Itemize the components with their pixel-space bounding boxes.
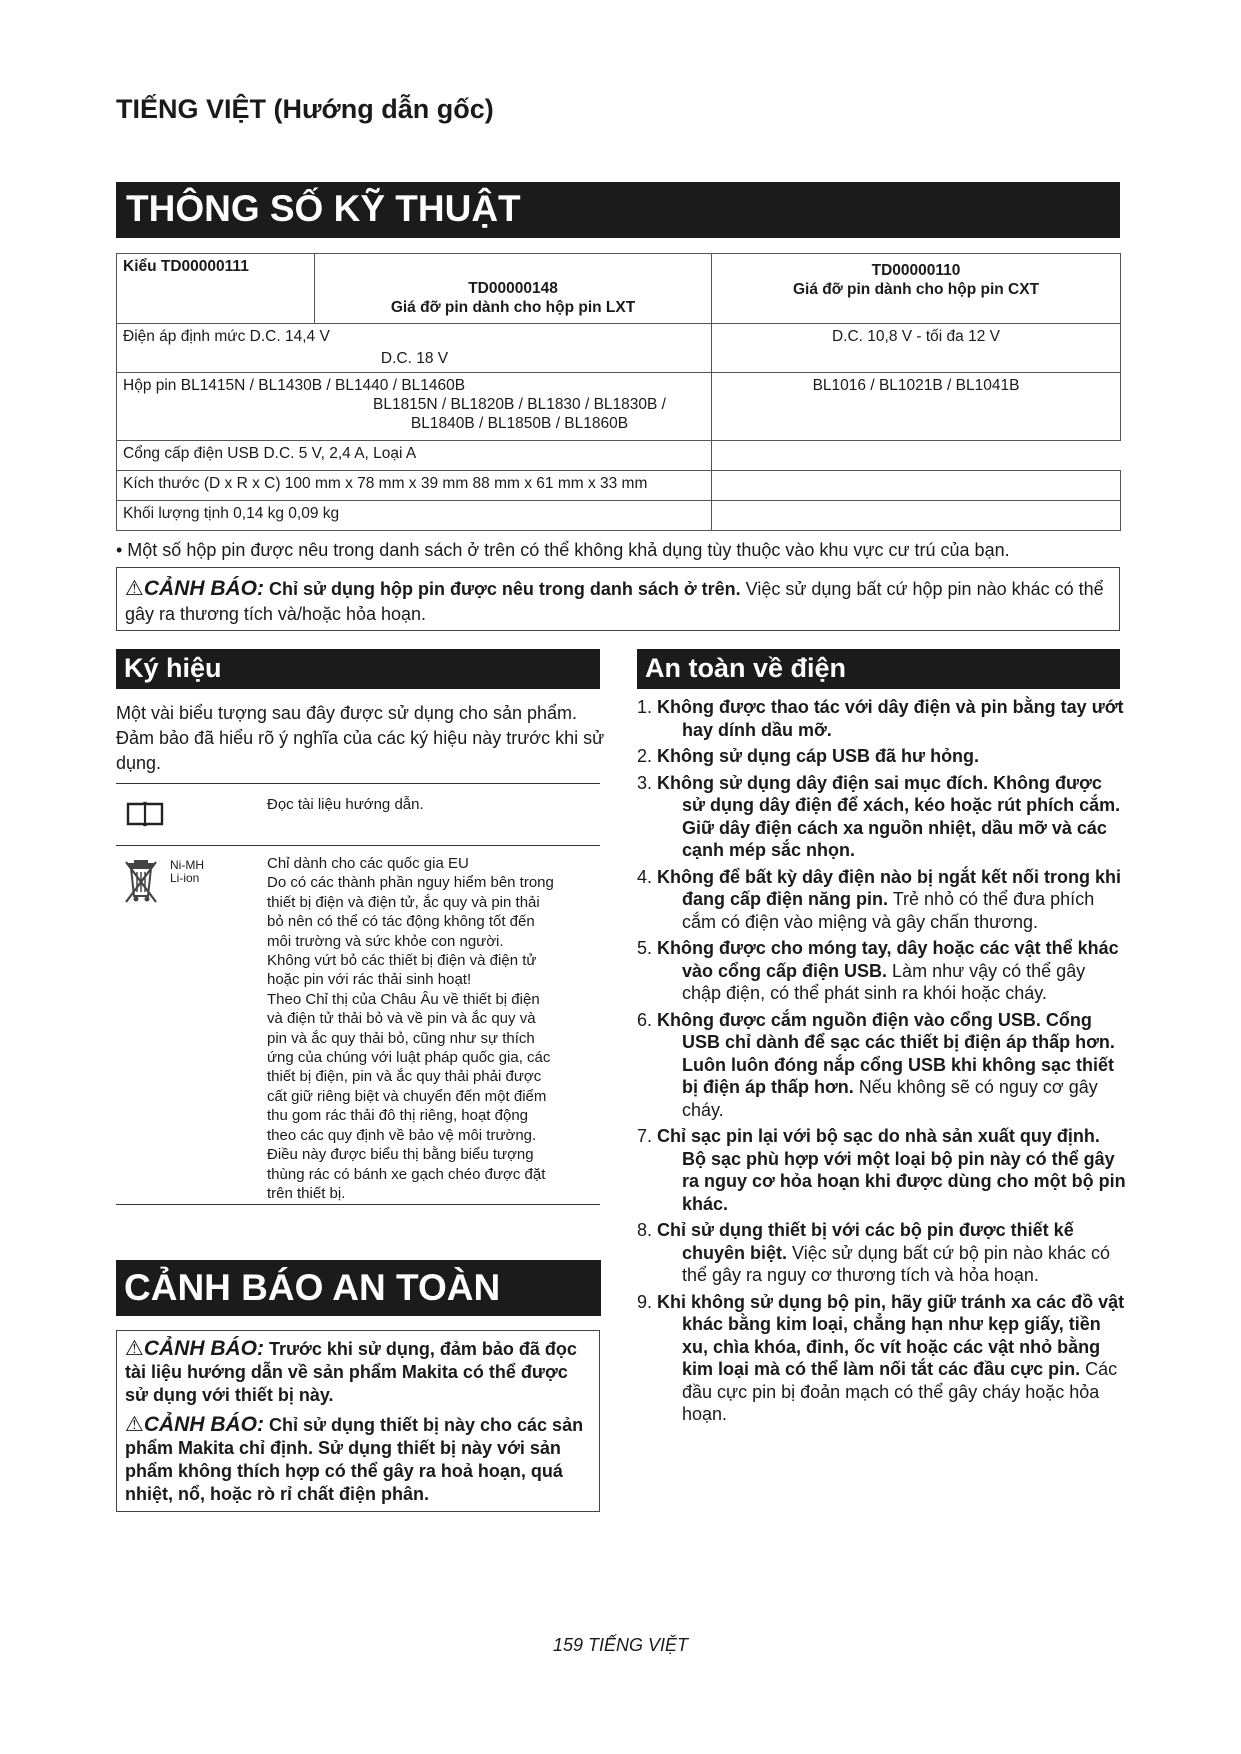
list-item: 5. Không được cho móng tay, dây hoặc các vật thể khác vào cổng cấp điện USB. Làm như vậy có thể gây chập điện, có thể phát sinh ra khói hoặc cháy.	[637, 938, 1119, 1003]
divider	[116, 1204, 600, 1205]
spec-empty-cell	[712, 441, 1121, 471]
list-item: 1. Không được thao tác với dây điện và pin bằng tay ướt hay dính dầu mỡ.	[637, 697, 1124, 740]
spec-cell-lxt: BL1815N / BL1820B / BL1830 / BL1830B / BL1840B / BL1850B / BL1860B	[372, 396, 666, 432]
spec-row-weight: Khối lượng tịnh 0,14 kg 0,09 kg	[117, 501, 712, 531]
electrical-safety-list	[637, 696, 1127, 1430]
language-title: TIẾNG VIỆT (Hướng dẫn gốc)	[116, 94, 494, 124]
list-item: 9. Khi không sử dụng bộ pin, hãy giữ tránh xa các đồ vật khác bằng kim loại, chẳng hạn như kẹp giấy, tiền xu, chìa khóa, đinh, ốc vít hoặc các vật nhỏ bằng kim loại mà có thể làm nối tắt các đầu cực pin. Các đầu cực pin bị đoản mạch có thể gây cháy hoặc hỏa hoạn.	[637, 1291, 1125, 1424]
electrical-section-title: An toàn về điện	[637, 649, 1120, 689]
battery-warning-box	[116, 567, 1120, 631]
spec-row-dimensions: Kích thước (D x R x C) 100 mm x 78 mm x 39 mm 88 mm x 61 mm x 33 mm	[117, 471, 712, 501]
spec-row-label: Điện áp định mức D.C. 14,4 V	[123, 328, 330, 345]
spec-col-cxt: TD00000110 Giá đỡ pin dành cho hộp pin CXT	[712, 254, 1121, 324]
warning-label: ⚠CẢNH BÁO:	[125, 577, 264, 600]
spec-row-usb: Cổng cấp điện USB D.C. 5 V, 2,4 A, Loại A	[117, 441, 712, 471]
spec-cell-cxt: BL1016 / BL1021B / BL1041B	[712, 373, 1121, 441]
safety-warning-2: ⚠CẢNH BÁO: Chỉ sử dụng thiết bị này cho các sản phẩm Makita chỉ định. Sử dụng thiết bị này với sản phẩm không thích hợp có thể gây ra hoả hoạn, quá nhiệt, nổ, hoặc rò rỉ chất điện phân.	[125, 1413, 584, 1504]
warning-triangle-icon: ⚠	[125, 1413, 144, 1436]
eu-disposal-text: Chỉ dành cho các quốc gia EU Do có các thành phần nguy hiểm bên trong thiết bị điện và điện tử, ắc quy và pin thải bỏ nên có thể có tác động không tốt đến môi trường và sức khỏe con người. Không vứt bỏ các thiết bị điện và điện tử hoặc pin với rác thải sinh hoạt! Theo Chỉ thị của Châu Âu về thiết bị điện và điện tử thải bỏ và về pin và ắc quy và pin và ắc quy thải bỏ, cũng như sự thích ứng của chúng với luật pháp quốc gia, các thiết bị điện, pin và ắc quy thải phải được cất giữ riêng biệt và chuyển đến một điểm thu gom rác thải đô thị riêng, hoạt động theo các quy định về bảo vệ môi trường. Điều này được biểu thị bằng biểu tượng thùng rác có bánh xe gạch chéo được đặt trên thiết bị.	[267, 855, 554, 1202]
safety-warning-box	[116, 1330, 600, 1512]
spec-section-title: THÔNG SỐ KỸ THUẬT	[116, 182, 1120, 238]
warning-triangle-icon: ⚠	[125, 1337, 144, 1360]
spec-row-voltage	[117, 324, 712, 373]
list-item: 3. Không sử dụng dây điện sai mục đích. Không được sử dụng dây điện để xách, kéo hoặc rút phích cắm. Giữ dây điện cách xa nguồn nhiệt, dầu mỡ và các cạnh mép sắc nhọn.	[637, 772, 1121, 860]
list-item: 4. Không để bất kỳ dây điện nào bị ngắt kết nối trong khi đang cấp điện năng pin. Trẻ nhỏ có thể đưa phích cắm có điện vào miệng và gây chấn thương.	[637, 866, 1122, 932]
safety-warning-1: ⚠CẢNH BÁO: Trước khi sử dụng, đảm bảo đã đọc tài liệu hướng dẫn về sản phẩm Makita có thể được sử dụng với thiết bị này.	[125, 1337, 577, 1405]
page-footer: 159 TIẾNG VIỆT	[552, 1635, 689, 1655]
book-icon	[126, 801, 164, 827]
battery-type-labels: Ni-MH Li-ion	[170, 858, 204, 885]
symbols-section-title: Ký hiệu	[116, 649, 600, 689]
list-item: 8. Chỉ sử dụng thiết bị với các bộ pin được thiết kế chuyên biệt. Việc sử dụng bất cứ bộ pin nào khác có thể gây ra nguy cơ thương tích và hỏa hoạn.	[637, 1220, 1111, 1285]
crossed-bin-icon	[124, 858, 158, 906]
read-manual-text: Đọc tài liệu hướng dẫn.	[267, 796, 424, 813]
spec-empty-cell	[712, 501, 1121, 531]
warning-bold-text: Chỉ sử dụng hộp pin được nêu trong danh sách ở trên.	[269, 579, 741, 599]
list-item: 6. Không được cắm nguồn điện vào cổng USB. Cổng USB chỉ dành để sạc các thiết bị điện áp thấp hơn. Luôn luôn đóng nắp cổng USB khi không sạc thiết bị điện áp thấp hơn. Nếu không sẽ có nguy cơ gây cháy.	[637, 1009, 1115, 1120]
warning-text: Việc sử dụng bất cứ hộp pin nào khác có thể gây ra thương tích và/hoặc hỏa hoạn.	[125, 579, 1104, 624]
spec-note: • Một số hộp pin được nêu trong danh sách ở trên có thể không khả dụng tùy thuộc vào khu vực cư trú của bạn.	[116, 540, 1010, 560]
spec-row-battery	[117, 373, 712, 441]
spec-empty-cell	[712, 471, 1121, 501]
spec-cell-cxt: D.C. 10,8 V - tối đa 12 V	[712, 324, 1121, 373]
warning-triangle-icon: ⚠	[125, 577, 144, 600]
divider	[116, 783, 600, 784]
safety-section-title: CẢNH BÁO AN TOÀN	[116, 1260, 601, 1316]
list-item: 2. Không sử dụng cáp USB đã hư hỏng.	[637, 746, 980, 766]
spec-row-label: Hộp pin BL1415N / BL1430B / BL1440 / BL1460B	[123, 377, 466, 394]
spec-cell-lxt: D.C. 18 V	[380, 350, 449, 367]
spec-col-lxt: TD00000148 Giá đỡ pin dành cho hộp pin LXT	[315, 254, 712, 324]
divider	[116, 845, 600, 846]
symbols-intro: Một vài biểu tượng sau đây được sử dụng cho sản phẩm. Đảm bảo đã hiểu rõ ý nghĩa của các ký hiệu này trước khi sử dụng.	[116, 703, 605, 773]
spec-table	[116, 253, 1121, 531]
spec-model-label: Kiểu TD00000111	[117, 254, 315, 324]
list-item: 7. Chỉ sạc pin lại với bộ sạc do nhà sản xuất quy định. Bộ sạc phù hợp với một loại bộ pin này có thể gây ra nguy cơ hỏa hoạn khi được dùng cho một bộ pin khác.	[637, 1126, 1126, 1214]
